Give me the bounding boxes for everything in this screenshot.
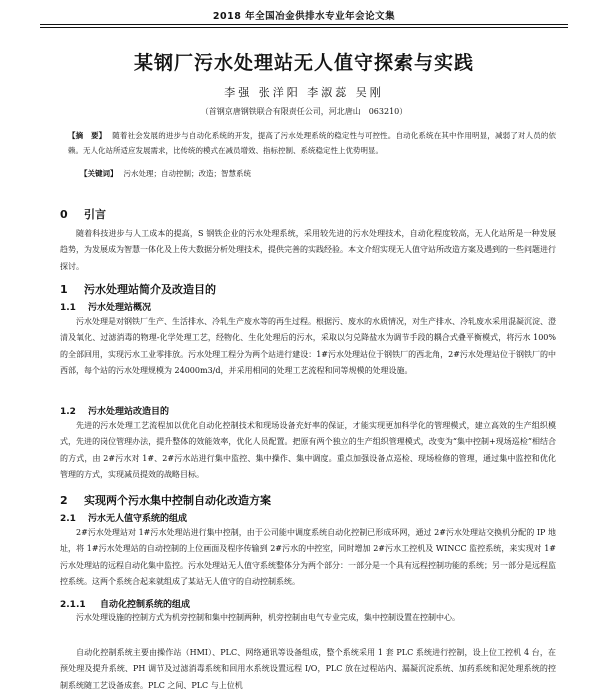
abstract-label: 【摘 要】 (68, 131, 107, 140)
paper-affiliation: （首钢京唐钢铁联合有限责任公司，河北唐山 063210） (200, 107, 408, 116)
paper-authors: 李强 张洋阳 李淑蕊 吴刚 (224, 86, 384, 99)
abstract-text: 随着社会发展的进步与自动化系统的开发，提高了污水处理系统的稳定性与可控性。自动化系统在其中作用明显，减弱了对人员的依赖。无人化站所适应发展需求，比传统的模式在减员增效、指标控制、系统稳定性上优势明显。 (68, 131, 557, 155)
subsection-1-1-heading (60, 300, 151, 313)
section-0-heading (60, 206, 106, 222)
subsection-1-2-number: 1.2 (60, 407, 76, 417)
header-rule (40, 24, 568, 28)
keywords (80, 168, 556, 180)
subsection-1-1-title: 污水处理站概况 (88, 303, 152, 313)
section-2-number: 2 (60, 494, 68, 507)
section-0-title: 引言 (84, 208, 106, 221)
subsection-1-2-heading (60, 404, 169, 417)
subsection-2-1-heading (60, 511, 187, 524)
subsection-1-1-number: 1.1 (60, 303, 76, 313)
subsection-2-1-number: 2.1 (60, 514, 76, 524)
keywords-text: 污水处理；自动控制；改造；智慧系统 (123, 169, 251, 178)
keywords-label: 【关键词】 (80, 169, 118, 178)
subsection-2-1-1-title: 自动化控制系统的组成 (100, 600, 191, 610)
section-1-heading (60, 281, 216, 297)
subsection-2-1-1-heading (60, 597, 190, 610)
subsection-1-1-paragraph: 污水处理是对钢铁厂生产、生活排水、冷轧生产废水等的再生过程。根据污、废水的水质情况，对生产排水、冷轧废水采用混凝沉淀、澄清及氧化、过滤消毒的物理-化学处理工艺，经物化、生化处理后的污水，采取以匀兑降盐水为调节手段的耦合式叠平衡模式，将污水 100%的全部回用，实现污水工业零排放。污水处理工程分为两个站进行建设：1#污水处理站位于钢铁厂的西北角，2#污水处理站位于钢铁厂的中西部，每个站的污水处理规模为 24000m3/d，并采用相同的处理工艺流程和同等规模的处理设施。 (60, 317, 556, 376)
paper-title: 某钢厂污水处理站无人值守探索与实践 (133, 52, 474, 74)
abstract (68, 128, 556, 158)
running-header: 2018 年全国冶金供排水专业年会论文集 (212, 11, 396, 22)
section-1-number: 1 (60, 283, 68, 296)
section-2-heading (60, 492, 271, 508)
subsection-1-2-paragraph: 先进的污水处理工艺流程加以优化自动化控制技术和现场设备充好率的保证，才能实现更加科学化的管理模式，建立高效的生产组织模式，先进的岗位管理办法，提升整体的效能效率，优化人员配置。把原有两个独立的生产组织管理模式，改变为“集中控制+现场巡检”相结合的方式，由 2#污水对 1#、2#污水站进行集中监控、集中操作、集中调度。重点加强设备点巡检、现场检修的管理，通过集中监控和优化管理的方式，实现减员提效的战略目标。 (60, 421, 556, 480)
subsection-2-1-1-paragraph-1: 污水处理设施的控制方式为机旁控制和集中控制两种，机旁控制由电气专业完成，集中控制设置在控制中心。 (76, 613, 460, 622)
section-2-title: 实现两个污水集中控制自动化改造方案 (84, 494, 271, 507)
section-0-paragraph: 随着科技进步与人工成本的提高，S 钢铁企业的污水处理系统，采用较先进的污水处理技术，自动化程度较高，无人化站所是一种发展趋势，为发展成为智慧一体化及上传大数据分析处理技术，提供完善的实践经验。本文介绍实现无人值守站所改造方案及遇到的一些问题进行探讨。 (60, 229, 556, 271)
subsection-1-2-title: 污水处理站改造目的 (88, 407, 170, 417)
subsection-2-1-1-number: 2.1.1 (60, 600, 86, 610)
subsection-2-1-paragraph: 2#污水处理站对 1#污水处理站进行集中控制，由于公司能中调度系统自动化控制已形成环网，通过 2#污水处理站交换机分配的 IP 地址，将 1#污水处理站的自动控制的上位画面及程序传输到 2#污水的中控室，同时增加 2#污水工控机及 WINCC 监控系统，来实现对 1#污水处理站的远程自动化集中监控。污水处理站无人值守系统整体分为两个部分：一部分是一个具有远程控制功能的系统；另一部分是远程监控系统。这两个系统合起来就组成了某站无人值守的自动控制系统。 (60, 528, 556, 587)
section-0-number: 0 (60, 208, 68, 221)
subsection-2-1-1-paragraph-2: 自动化控制系统主要由操作站（HMI）、PLC、网络通讯等设备组成，整个系统采用 1 套 PLC 系统进行控制，设上位工控机 4 台，在预处理及提升系统、PH 调节及过滤消毒系统和回用水系统设置远程 I/O，PLC 放在过程站内、漏凝沉淀系统、加药系统和泥处理系统的控制系统随工艺设备成套。PLC 之间、PLC 与上位机 (60, 648, 556, 690)
subsection-2-1-title: 污水无人值守系统的组成 (88, 514, 188, 524)
section-1-title: 污水处理站简介及改造目的 (84, 283, 216, 296)
